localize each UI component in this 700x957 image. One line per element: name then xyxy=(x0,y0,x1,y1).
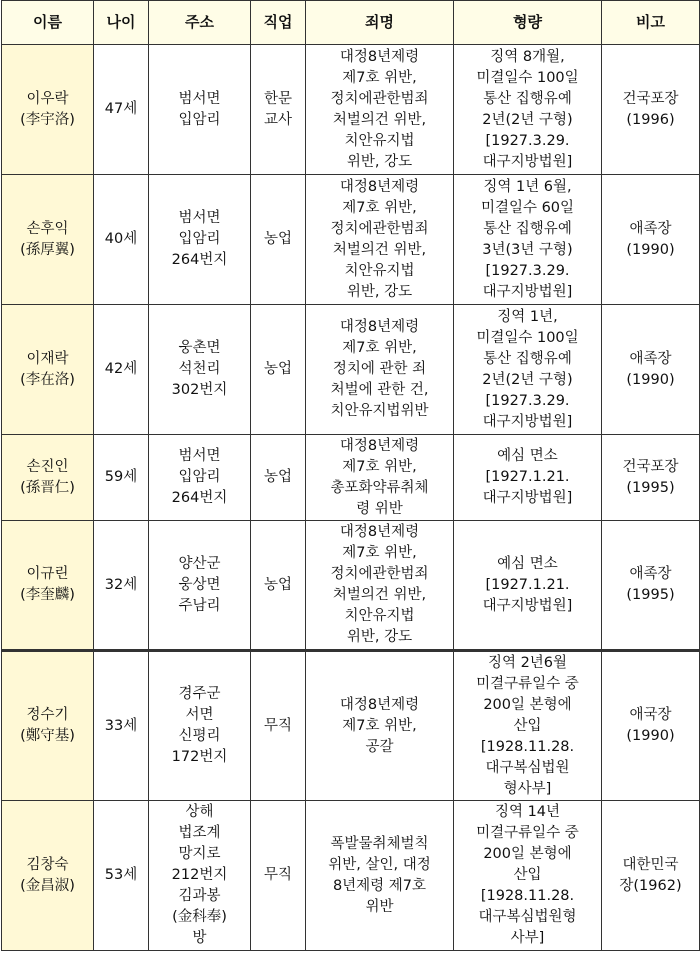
cell-address-line: 범서면 xyxy=(178,448,221,464)
cell-sentence-line: 예심 면소 xyxy=(497,448,558,464)
table-row xyxy=(2,45,700,175)
cell-sentence-line: [1928.11.28. xyxy=(480,738,575,755)
cell-sentence-line: 미결구류일수 중 xyxy=(476,675,579,692)
cell-age-line: 53세 xyxy=(104,867,138,883)
cell-sentence-line: 징역 1년 6월, xyxy=(483,178,572,195)
cell-name xyxy=(2,45,94,175)
cell-name-line: 이우락 xyxy=(26,90,69,107)
cell-age xyxy=(94,801,149,951)
cell-sentence-line: [1928.11.28. xyxy=(480,888,575,904)
cell-crime-line: 제7호 위반, xyxy=(342,340,417,356)
cell-sentence-line: 통산 집행유예 xyxy=(483,350,572,367)
cell-job-line: 교사 xyxy=(263,111,292,128)
cell-sentence xyxy=(454,801,602,951)
cell-name xyxy=(2,651,94,801)
cell-sentence-line: 통산 집행유예 xyxy=(483,220,572,237)
cell-sentence-line: 형사부] xyxy=(503,780,552,797)
cell-crime-line: 정치에 관한 죄 xyxy=(332,361,427,377)
cell-sentence-line: [1927.3.29. xyxy=(485,132,570,149)
cell-age-line: 33세 xyxy=(104,717,138,734)
header-name: 이름 xyxy=(2,1,94,45)
cell-address-line: 웅촌면 xyxy=(178,340,221,356)
cell-name xyxy=(2,175,94,305)
header-sentence: 형량 xyxy=(454,1,602,45)
cell-sentence-line: [1927.1.21. xyxy=(485,576,570,593)
cell-sentence-line: 200일 본형에 xyxy=(483,696,572,713)
cell-note xyxy=(602,175,700,305)
cell-name-line: (金昌淑) xyxy=(20,877,75,894)
cell-sentence-line: 미결일수 100일 xyxy=(476,329,579,346)
cell-sentence-line: 징역 14년 xyxy=(494,804,561,820)
cell-crime-line: 대정8년제령 xyxy=(339,437,420,454)
cell-note-line: 애족장 xyxy=(629,350,672,367)
header-address: 주소 xyxy=(149,1,251,45)
cell-sentence-line: 대구지방법원] xyxy=(482,597,573,614)
table-row xyxy=(2,175,700,305)
cell-address-line: 경주군 xyxy=(178,686,221,702)
cell-address xyxy=(149,435,251,521)
cell-sentence-line: 200일 본형에 xyxy=(483,846,572,862)
cell-job-line: 무직 xyxy=(263,867,292,883)
cell-crime-line: 정치에관한범죄 xyxy=(330,220,429,237)
cell-job-line: 무직 xyxy=(263,717,292,734)
table-row xyxy=(2,651,700,801)
cell-sentence-line: 사부] xyxy=(510,930,545,946)
cell-name-line: (鄭守基) xyxy=(20,728,75,744)
cell-note-line: 애국장 xyxy=(629,707,672,723)
cell-address xyxy=(149,801,251,951)
cell-name-line: 손진인 xyxy=(26,458,69,475)
cell-crime-line: 공갈 xyxy=(365,738,394,755)
header-age: 나이 xyxy=(94,1,149,45)
cell-address xyxy=(149,521,251,651)
cell-sentence xyxy=(454,521,602,651)
cell-crime-line: 위반, 강도 xyxy=(346,283,413,300)
cell-crime xyxy=(306,45,454,175)
cell-crime-line: 제7호 위반, xyxy=(342,458,417,475)
cell-sentence xyxy=(454,45,602,175)
cell-address-line: 입암리 xyxy=(178,469,221,485)
cell-crime-line: 8년제령 제7호 xyxy=(332,877,427,894)
cell-note-line: 애족장 xyxy=(629,566,672,582)
cell-sentence-line: 대구복심법원 xyxy=(485,759,570,776)
cell-address xyxy=(149,651,251,801)
header-note: 비고 xyxy=(602,1,700,45)
cell-sentence-line: 대구지방법원] xyxy=(482,153,573,170)
cell-job-line: 농업 xyxy=(263,361,292,377)
cell-job xyxy=(251,521,306,651)
cell-address-line: 302번지 xyxy=(171,382,228,398)
cell-address-line: 방 xyxy=(192,930,207,946)
table-row xyxy=(2,521,700,651)
cell-job xyxy=(251,45,306,175)
cell-note-line: (1990) xyxy=(626,241,675,258)
header-row xyxy=(2,1,700,45)
cell-address-line: 172번지 xyxy=(171,749,228,765)
cell-age xyxy=(94,175,149,305)
cell-note-line: 건국포장 xyxy=(622,90,679,107)
cell-note xyxy=(602,651,700,801)
cell-address-line: 212번지 xyxy=(171,867,228,883)
cell-note-line: (1990) xyxy=(626,728,675,744)
cell-crime-line: 대정8년제령 xyxy=(339,524,420,540)
cell-note-line: 애족장 xyxy=(629,220,672,237)
cell-name-line: (李奎麟) xyxy=(20,587,75,603)
table-row xyxy=(2,801,700,951)
cell-note-line: (1990) xyxy=(626,371,675,388)
cell-age xyxy=(94,521,149,651)
cell-address-line: 서면 xyxy=(185,707,214,723)
cell-name-line: 이재락 xyxy=(26,350,69,367)
cell-address xyxy=(149,305,251,435)
cell-crime xyxy=(306,521,454,651)
cell-address-line: 입암리 xyxy=(178,231,221,247)
cell-job-line: 농업 xyxy=(263,231,292,247)
cell-sentence-line: 2년(2년 구형) xyxy=(482,371,573,388)
cell-sentence xyxy=(454,651,602,801)
cell-sentence-line: 징역 2년6월 xyxy=(487,654,568,671)
cell-crime-line: 총포화약류취체 xyxy=(330,479,429,496)
cell-crime-line: 제7호 위반, xyxy=(342,69,417,86)
cell-crime-line: 정치에관한범죄 xyxy=(330,566,429,582)
table-row xyxy=(2,305,700,435)
cell-note-line: 대한민국 xyxy=(622,856,679,873)
cell-name-line: 정수기 xyxy=(26,707,69,723)
cell-sentence-line: 통산 집행유예 xyxy=(483,90,572,107)
cell-address-line: 석천리 xyxy=(178,361,221,377)
cell-age-line: 47세 xyxy=(104,101,138,117)
cell-job xyxy=(251,305,306,435)
cell-address-line: 김과봉 xyxy=(178,888,221,904)
cell-note-line: (1995) xyxy=(626,587,675,603)
cell-note xyxy=(602,521,700,651)
cell-age xyxy=(94,435,149,521)
cell-sentence-line: [1927.1.21. xyxy=(485,469,570,485)
cell-address-line: 상해 xyxy=(185,804,214,820)
cell-age-line: 32세 xyxy=(104,576,138,593)
cell-sentence-line: 미결구류일수 중 xyxy=(476,825,579,841)
cell-sentence-line: 2년(2년 구형) xyxy=(482,111,573,128)
cell-crime-line: 처벌의건 위반, xyxy=(332,587,427,603)
cell-note xyxy=(602,801,700,951)
cell-crime-line: 대정8년제령 xyxy=(339,319,420,335)
cell-sentence xyxy=(454,435,602,521)
cell-job-line: 농업 xyxy=(263,469,292,485)
cell-name-line: (孫晋仁) xyxy=(20,479,75,496)
cell-crime xyxy=(306,305,454,435)
cell-crime xyxy=(306,801,454,951)
table-row xyxy=(2,435,700,521)
cell-address-line: 법조계 xyxy=(178,825,221,841)
cell-crime-line: 처벌의건 위반, xyxy=(332,241,427,258)
cell-sentence-line: 대구지방법원] xyxy=(482,413,573,430)
cell-note-line: 건국포장 xyxy=(622,458,679,475)
cell-address-line: 입암리 xyxy=(178,111,221,128)
cell-crime-line: 대정8년제령 xyxy=(339,48,420,65)
cell-note-line: (1995) xyxy=(626,479,675,496)
cell-sentence-line: 징역 1년, xyxy=(497,308,558,325)
cell-sentence-line: 미결일수 60일 xyxy=(480,199,575,216)
cell-name-line: (李宇洛) xyxy=(20,111,75,128)
cell-address-line: 주남리 xyxy=(178,597,221,614)
cell-crime-line: 위반, 강도 xyxy=(346,629,413,645)
cell-sentence-line: 대구복심법원형 xyxy=(478,909,577,925)
cell-age xyxy=(94,45,149,175)
cell-crime-line: 제7호 위반, xyxy=(342,545,417,561)
cell-note xyxy=(602,435,700,521)
cell-age-line: 59세 xyxy=(104,469,138,485)
cell-note-line: 장(1962) xyxy=(619,877,682,894)
cell-job-line: 한문 xyxy=(263,90,292,107)
cell-address-line: (金科奉) xyxy=(172,909,227,925)
cell-address-line: 웅상면 xyxy=(178,576,221,593)
cell-name-line: 이규린 xyxy=(26,566,69,582)
cell-crime-line: 제7호 위반, xyxy=(342,199,417,216)
cell-crime-line: 령 위반 xyxy=(356,500,403,517)
cell-address-line: 264번지 xyxy=(171,490,228,506)
cell-sentence xyxy=(454,175,602,305)
cell-crime xyxy=(306,651,454,801)
cell-name xyxy=(2,801,94,951)
cell-crime-line: 대정8년제령 xyxy=(339,696,420,713)
cell-sentence-line: 3년(3년 구형) xyxy=(482,241,573,258)
cell-address-line: 망지로 xyxy=(178,846,221,862)
cell-name-line: 손후익 xyxy=(26,220,69,237)
cell-crime-line: 처벌에 관한 건, xyxy=(330,382,429,398)
header-job: 직업 xyxy=(251,1,306,45)
cell-sentence xyxy=(454,305,602,435)
cell-job-line: 농업 xyxy=(263,576,292,593)
cell-sentence-line: 산입 xyxy=(513,867,542,883)
cell-crime-line: 대정8년제령 xyxy=(339,178,420,195)
cell-crime-line: 치안유지법 xyxy=(344,132,415,149)
independence-activists-table xyxy=(1,0,700,951)
cell-job xyxy=(251,435,306,521)
cell-crime-line: 제7호 위반, xyxy=(342,717,417,734)
cell-address xyxy=(149,175,251,305)
cell-job xyxy=(251,651,306,801)
cell-address-line: 264번지 xyxy=(171,252,228,268)
cell-name-line: (孫厚翼) xyxy=(20,241,75,258)
cell-crime-line: 치안유지법 xyxy=(344,262,415,279)
cell-crime-line: 폭발물취체벌칙 xyxy=(330,835,429,852)
header-crime: 죄명 xyxy=(306,1,454,45)
cell-crime-line: 정치에관한범죄 xyxy=(330,90,429,107)
cell-age-line: 40세 xyxy=(104,231,138,247)
cell-name xyxy=(2,305,94,435)
cell-address-line: 범서면 xyxy=(178,90,221,107)
cell-sentence-line: 징역 8개월, xyxy=(490,48,565,65)
cell-crime-line: 위반 xyxy=(365,898,394,915)
cell-note xyxy=(602,45,700,175)
cell-crime xyxy=(306,435,454,521)
cell-job xyxy=(251,801,306,951)
cell-address xyxy=(149,45,251,175)
cell-crime-line: 치안유지법위반 xyxy=(330,403,429,419)
cell-address-line: 양산군 xyxy=(178,555,221,572)
cell-address-line: 신평리 xyxy=(178,728,221,744)
cell-note-line: (1996) xyxy=(626,111,675,128)
cell-job xyxy=(251,175,306,305)
cell-sentence-line: [1927.3.29. xyxy=(485,392,570,409)
cell-age xyxy=(94,305,149,435)
cell-age xyxy=(94,651,149,801)
cell-crime-line: 위반, 살인, 대정 xyxy=(328,856,431,873)
cell-name xyxy=(2,521,94,651)
cell-sentence-line: 미결일수 100일 xyxy=(476,69,579,86)
cell-sentence-line: 예심 면소 xyxy=(497,555,558,572)
cell-name-line: 김창숙 xyxy=(26,856,69,873)
cell-address-line: 범서면 xyxy=(178,210,221,226)
cell-age-line: 42세 xyxy=(104,361,138,377)
cell-sentence-line: 산입 xyxy=(513,717,542,734)
cell-crime-line: 위반, 강도 xyxy=(346,153,413,170)
cell-crime-line: 치안유지법 xyxy=(344,608,415,624)
cell-crime-line: 처벌의건 위반, xyxy=(332,111,427,128)
cell-crime xyxy=(306,175,454,305)
cell-note xyxy=(602,305,700,435)
cell-sentence-line: 대구지방법원] xyxy=(482,283,573,300)
cell-name-line: (李在洛) xyxy=(20,371,75,388)
cell-sentence-line: 대구지방법원] xyxy=(482,490,573,506)
cell-sentence-line: [1927.3.29. xyxy=(485,262,570,279)
cell-name xyxy=(2,435,94,521)
